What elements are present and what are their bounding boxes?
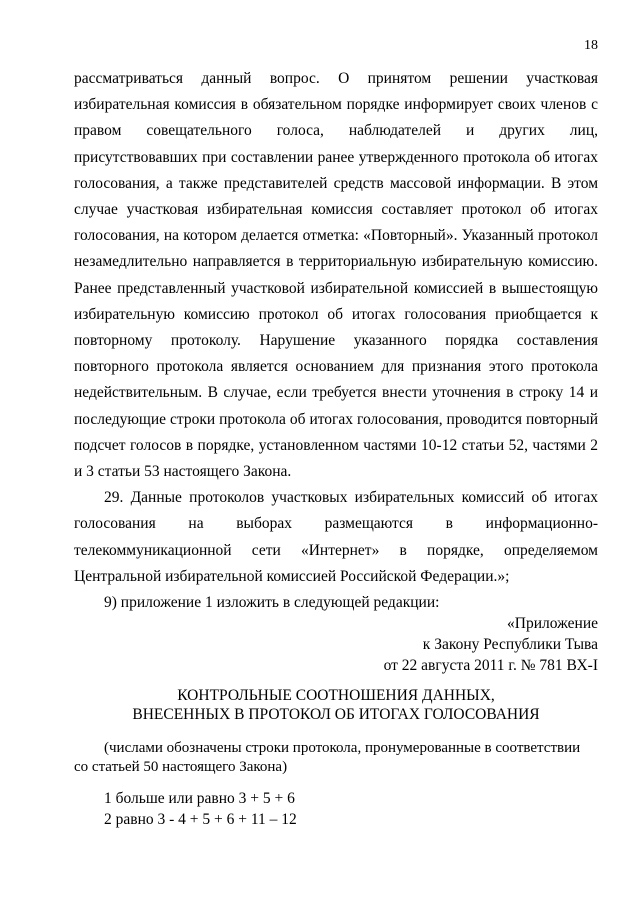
page-number: 18 — [584, 38, 598, 53]
appendix-header — [238, 613, 598, 676]
appendix-label: «Приложение — [507, 615, 598, 632]
section-title-line-1: КОНТРОЛЬНЫЕ СООТНОШЕНИЯ ДАННЫХ, — [177, 687, 495, 704]
paragraph-continuation: рассматриваться данный вопрос. О принятом решении участковая избирательная комиссия в обязательном порядке информирует своих членов с правом совещательного голоса, наблюдателей и других лиц, присутствовавших при составлении ранее утвержденного протокола об итогах голосования, а также представителей средств массовой информации. В этом случае участковая избирательная комиссия составляет протокол об итогах голосования, на котором делается отметка: «Повторный». Указанный протокол незамедлительно направляется в территориальную избирательную комиссию. Ранее представленный участковой избирательной комиссией в вышестоящую избирательную комиссию протокол об итогах голосования приобщается к повторному протоколу. Нарушение указанного порядка составления повторного протокола является основанием для признания этого протокола недействительным. В случае, если требуется внести уточнения в строку 14 и последующие строки протокола об итогах голосования, проводится повторный подсчет голосов в порядке, установленном частями 10-12 статьи 52, частями 2 и 3 статьи 53 настоящего Закона. — [74, 70, 598, 481]
section-title-line-2: ВНЕСЕННЫХ В ПРОТОКОЛ ОБ ИТОГАХ ГОЛОСОВАНИЯ — [132, 706, 540, 723]
paragraph-amendment-9: 9) приложение 1 изложить в следующей редакции: — [104, 594, 440, 612]
control-relation-1: 1 больше или равно 3 + 5 + 6 — [104, 790, 295, 807]
control-relations-list — [104, 788, 297, 830]
paragraph-item-29: 29. Данные протоколов участковых избирательных комиссий об итогах голосования на выборах размещаются в информационно-телекоммуникационной сети «Интернет» в порядке, определяемом Центральной избирательной комиссией Российской Федерации.»; — [74, 489, 598, 585]
body-text — [74, 66, 598, 616]
control-relation-2: 2 равно 3 - 4 + 5 + 6 + 11 – 12 — [104, 811, 297, 828]
appendix-law-date: от 22 августа 2011 г. № 781 ВХ-I — [383, 657, 598, 674]
appendix-law-reference: к Закону Республики Тыва — [422, 636, 598, 653]
explanatory-note: (числами обозначены строки протокола, пронумерованные в соответствии со статьей 50 настоящего Закона) — [74, 740, 581, 775]
section-title — [74, 686, 598, 724]
